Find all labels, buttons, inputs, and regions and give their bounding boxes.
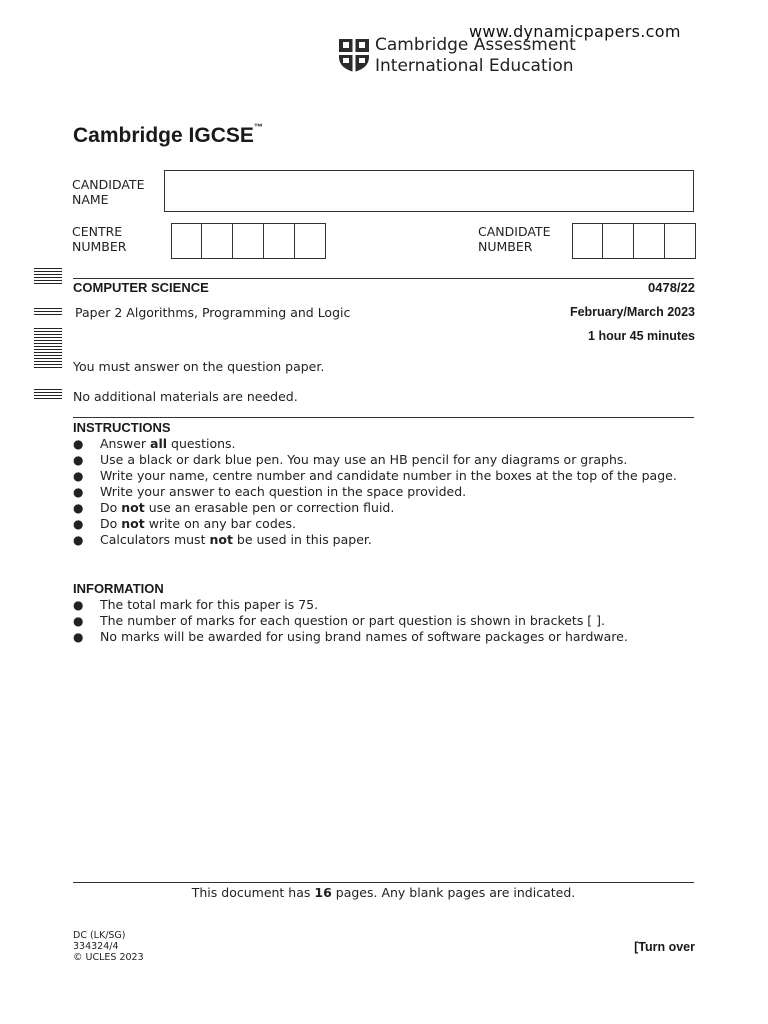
candidate-number-boxes[interactable] — [572, 223, 696, 259]
list-item: ● Use a black or dark blue pen. You may use an HB pencil for any diagrams or graphs. — [73, 452, 628, 467]
digit-box[interactable] — [233, 223, 264, 259]
digit-box[interactable] — [572, 223, 603, 259]
barcode-graphic — [34, 328, 62, 370]
cambridge-crest-icon — [337, 37, 371, 73]
document-reference: DC (LK/SG) 334324/4 © UCLES 2023 — [73, 930, 144, 963]
answer-note: You must answer on the question paper. — [73, 359, 325, 374]
materials-note: No additional materials are needed. — [73, 389, 298, 404]
logo-text-line1: Cambridge Assessment — [375, 35, 576, 55]
qualification-title: Cambridge IGCSE™ — [73, 122, 263, 147]
list-item: ● No marks will be awarded for using brand names of software packages or hardware. — [73, 629, 628, 644]
barcode-graphic — [34, 308, 62, 317]
list-item: ● Write your answer to each question in the space provided. — [73, 484, 467, 499]
information-heading: INFORMATION — [73, 581, 164, 596]
list-item: ● Calculators must not be used in this paper. — [73, 532, 372, 547]
candidate-number-label: CANDIDATE NUMBER — [478, 224, 551, 254]
exam-session: February/March 2023 — [569, 305, 695, 319]
exam-duration: 1 hour 45 minutes — [588, 329, 695, 343]
candidate-name-box[interactable] — [164, 170, 694, 212]
barcode-graphic — [34, 389, 62, 401]
page-count-note: This document has 16 pages. Any blank pages are indicated. — [191, 885, 576, 900]
list-item: ● Answer all questions. — [73, 436, 236, 451]
list-item: ● Do not use an erasable pen or correction fluid. — [73, 500, 395, 515]
centre-number-boxes[interactable] — [171, 223, 326, 259]
list-item: ● Write your name, centre number and candidate number in the boxes at the top of the page. — [73, 468, 677, 483]
turn-over-label: [Turn over — [634, 940, 695, 954]
divider — [73, 417, 694, 418]
digit-box[interactable] — [634, 223, 665, 259]
watermark-url: www.dynamicpapers.com — [469, 22, 681, 41]
centre-number-label: CENTRE NUMBER — [72, 224, 127, 254]
information-list — [73, 597, 628, 645]
digit-box[interactable] — [665, 223, 696, 259]
paper-title: Paper 2 Algorithms, Programming and Logic — [75, 305, 351, 320]
syllabus-code: 0478/22 — [648, 280, 695, 295]
logo-text-line2: International Education — [375, 56, 574, 76]
instructions-list — [73, 436, 677, 548]
digit-box[interactable] — [202, 223, 233, 259]
digit-box[interactable] — [603, 223, 634, 259]
list-item: ● The number of marks for each question or part question is shown in brackets [ ]. — [73, 613, 606, 628]
digit-box[interactable] — [171, 223, 202, 259]
list-item: ● Do not write on any bar codes. — [73, 516, 296, 531]
digit-box[interactable] — [264, 223, 295, 259]
barcode-graphic — [34, 268, 62, 286]
subject-title: COMPUTER SCIENCE — [73, 280, 209, 295]
list-item: ● The total mark for this paper is 75. — [73, 597, 319, 612]
candidate-name-label: CANDIDATE NAME — [72, 177, 145, 207]
divider — [73, 882, 694, 883]
digit-box[interactable] — [295, 223, 326, 259]
instructions-heading: INSTRUCTIONS — [73, 420, 171, 435]
divider — [73, 278, 694, 279]
